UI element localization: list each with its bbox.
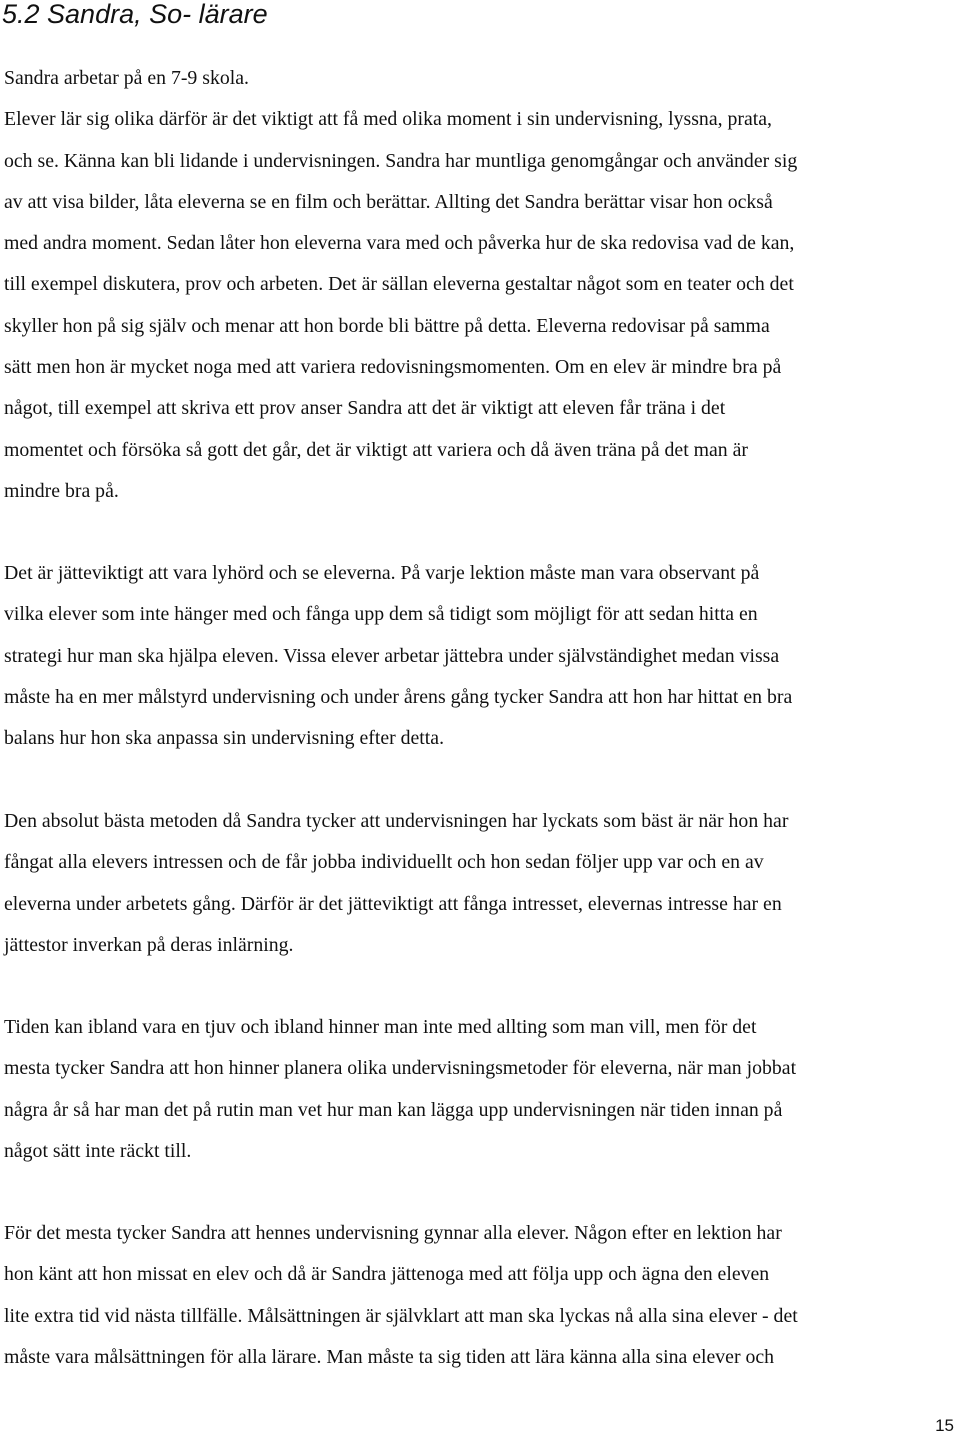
text-line: Elever lär sig olika därför är det viktigt att få med olika moment i sin undervisning, lyssna, prata, <box>4 108 772 131</box>
text-line: mesta tycker Sandra att hon hinner planera olika undervisningsmetoder för eleverna, när man jobbat <box>4 1057 797 1080</box>
page-number: 15 <box>935 1416 954 1435</box>
text-line: vilka elever som inte hänger med och fånga upp dem så tidigt som möjligt för att sedan hitta en <box>4 603 758 626</box>
text-line: måste vara målsättningen för alla lärare. Man måste ta sig tiden att lära känna alla sina elever och <box>4 1345 775 1368</box>
text-line: skyller hon på sig själv och menar att hon borde bli bättre på detta. Eleverna redovisar på samma <box>4 314 770 337</box>
paragraph-4 <box>4 1007 956 1172</box>
paragraph-3 <box>4 801 956 966</box>
text-line: balans hur hon ska anpassa sin undervisning efter detta. <box>4 727 445 750</box>
text-line: mindre bra på. <box>4 479 119 502</box>
text-line: Det är jätteviktigt att vara lyhörd och se eleverna. På varje lektion måste man vara observant på <box>4 562 760 584</box>
text-line: För det mesta tycker Sandra att hennes undervisning gynnar alla elever. Någon efter en lektion har <box>4 1222 782 1244</box>
section-heading: 5.2 Sandra, So- lärare <box>2 0 268 29</box>
text-line: strategi hur man ska hjälpa eleven. Vissa elever arbetar jättebra under självständighet medan vissa <box>4 644 780 667</box>
text-line: jättestor inverkan på deras inlärning. <box>4 933 294 956</box>
text-line: till exempel diskutera, prov och arbeten. Det är sällan eleverna gestaltar något som en teater och det <box>4 273 794 296</box>
text-line: fångat alla elevers intressen och de får jobba individuellt och hon sedan följer upp var och en av <box>4 851 764 874</box>
text-line: och se. Känna kan bli lidande i undervisningen. Sandra har muntliga genomgångar och använder sig <box>4 149 798 172</box>
text-line: lite extra tid vid nästa tillfälle. Målsättningen är självklart att man ska lyckas nå alla sina elever - det <box>4 1304 798 1327</box>
paragraph-5 <box>4 1213 956 1378</box>
text-line: hon känt att hon missat en elev och då är Sandra jättenoga med att följa upp och ägna den eleven <box>4 1263 770 1286</box>
text-line: momentet och försöka så gott det går, det är viktigt att variera och då även träna på det man är <box>4 438 749 461</box>
paragraph-2 <box>4 553 956 759</box>
text-line: något, till exempel att skriva ett prov anser Sandra att det är viktigt att eleven får träna i det <box>4 397 726 420</box>
text-line: något sätt inte räckt till. <box>4 1139 192 1162</box>
text-line: några år så har man det på rutin man vet hur man kan lägga upp undervisningen när tiden innan på <box>4 1098 783 1121</box>
text-line: Sandra arbetar på en 7-9 skola. <box>4 67 249 89</box>
text-line: av att visa bilder, låta eleverna se en film och berättar. Allting det Sandra berättar visar hon också <box>4 190 773 213</box>
text-line: eleverna under arbetets gång. Därför är det jätteviktigt att fånga intresset, elevernas intresse har en <box>4 892 782 915</box>
text-line: Den absolut bästa metoden då Sandra tycker att undervisningen har lyckats som bäst är när hon har <box>4 810 789 832</box>
text-line: med andra moment. Sedan låter hon eleverna vara med och påverka hur de ska redovisa vad de kan, <box>4 232 795 255</box>
paragraph-1 <box>4 58 956 512</box>
text-line: sätt men hon är mycket noga med att variera redovisningsmomenten. Om en elev är mindre bra på <box>4 356 782 379</box>
text-line: Tiden kan ibland vara en tjuv och ibland hinner man inte med allting som man vill, men för det <box>4 1016 757 1038</box>
text-line: måste ha en mer målstyrd undervisning och under årens gång tycker Sandra att hon har hittat en bra <box>4 685 793 708</box>
